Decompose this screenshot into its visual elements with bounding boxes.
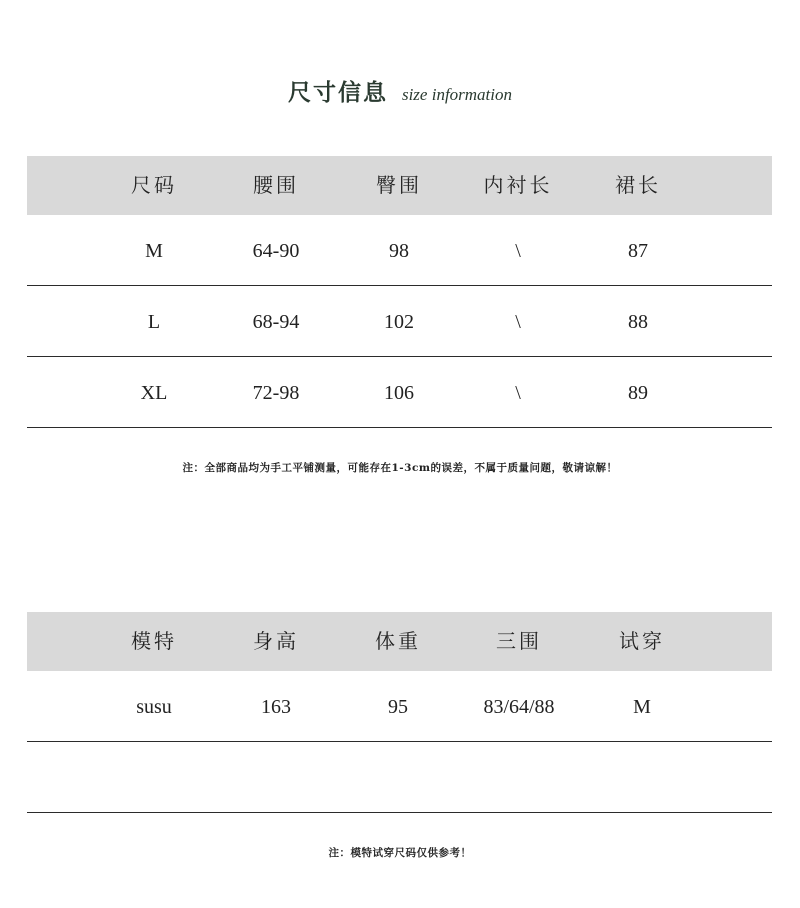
- table-row: [27, 357, 772, 428]
- title-chinese: 尺寸信息: [287, 79, 388, 106]
- header-cell: 体重: [375, 629, 421, 653]
- table-cell: \: [515, 382, 521, 404]
- header-cell: 腰围: [253, 173, 299, 197]
- table-cell: M: [633, 696, 651, 718]
- size-table-header: [27, 156, 772, 215]
- header-cell: 身高: [253, 629, 299, 653]
- header-cell: 试穿: [619, 629, 665, 653]
- header-cell: 臀围: [376, 173, 422, 197]
- table-cell: 87: [628, 240, 648, 262]
- table-cell: 102: [384, 311, 414, 333]
- table-cell: XL: [140, 382, 168, 404]
- header-cell: 裙长: [615, 173, 661, 197]
- table-cell: 88: [628, 311, 648, 333]
- table-cell: susu: [136, 696, 172, 718]
- table-cell: 68-94: [252, 311, 300, 333]
- table-row: [27, 286, 772, 357]
- table-cell: 64-90: [252, 240, 300, 262]
- table-cell: L: [147, 311, 161, 333]
- header-cell: 模特: [131, 629, 177, 653]
- size-note: 注：全部商品均为手工平铺测量，可能存在1-3cm的误差，不属于质量问题，敬请谅解！: [182, 462, 618, 474]
- table-cell: 89: [628, 382, 648, 404]
- table-cell: 106: [384, 382, 414, 404]
- header-cell: 内衬长: [483, 173, 553, 197]
- table-cell: M: [145, 240, 163, 262]
- table-cell: 83/64/88: [483, 696, 555, 718]
- title-english: size information: [401, 85, 513, 104]
- size-table: [27, 156, 772, 428]
- table-cell: 163: [261, 696, 291, 718]
- model-table-header: [27, 612, 772, 671]
- model-table: [27, 612, 772, 813]
- table-cell: 95: [388, 696, 408, 718]
- table-row-empty: [27, 742, 772, 813]
- table-cell: \: [515, 311, 521, 333]
- table-cell: 98: [389, 240, 409, 262]
- table-row: [27, 671, 772, 742]
- header-cell: 尺码: [131, 173, 177, 197]
- page-title: [0, 74, 800, 107]
- model-note: 注：模特试穿尺码仅供参考！: [328, 847, 472, 859]
- header-cell: 三围: [496, 629, 542, 653]
- table-row: [27, 215, 772, 286]
- table-cell: 72-98: [252, 382, 300, 404]
- table-cell: \: [515, 240, 521, 262]
